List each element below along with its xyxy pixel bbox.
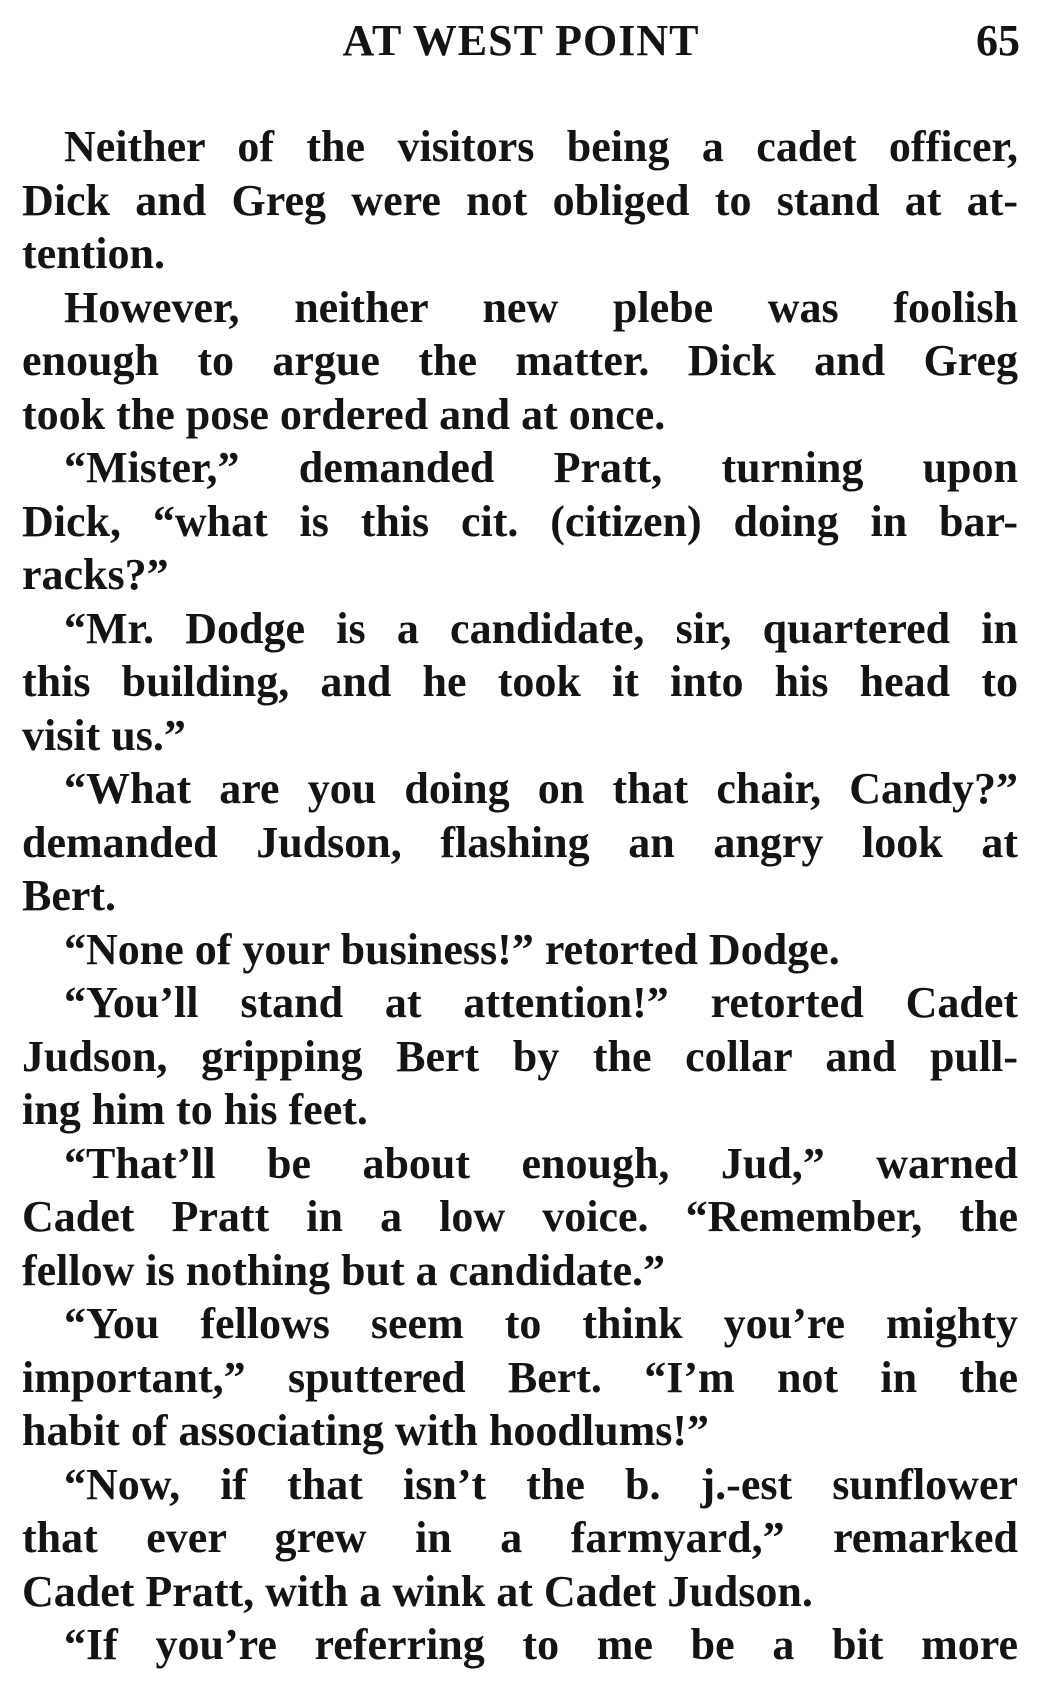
text-line: Dick and Greg were not obliged to stand at at- [22,175,1018,225]
text-line: Cadet Pratt, with a wink at Cadet Judson. [22,1566,813,1616]
text-line: “Now, if that isn’t the b. j.-est sunflower [64,1459,1018,1509]
text-line: “What are you doing on that chair, Candy?” [64,764,1018,813]
text-line: Judson, gripping Bert by the collar and pull- [22,1031,1018,1081]
text-line: Neither of the visitors being a cadet officer, [64,122,1018,171]
text-line: “That’ll be about enough, Jud,” warned [64,1138,1018,1188]
text-line: “Mr. Dodge is a candidate, sir, quartered in [64,603,1018,653]
running-head: AT WEST POINT [342,16,700,65]
text-line: important,” sputtered Bert. “I’m not in the [22,1352,1018,1402]
text-line: this building, and he took it into his head to [22,657,1018,706]
text-line: visit us.” [22,710,186,760]
text-line: “If you’re referring to me be a bit more [64,1620,1018,1669]
text-line: “Mister,” demanded Pratt, turning upon [64,443,1018,492]
page-number: 65 [976,16,1020,65]
body-text [22,120,1018,1672]
text-line: Dick, “what is this cit. (citizen) doing in bar- [22,496,1018,546]
text-line: that ever grew in a farmyard,” remarked [22,1513,1018,1562]
text-line: demanded Judson, flashing an angry look at [22,817,1018,867]
text-line: Bert. [22,871,117,920]
page-header [22,14,1020,74]
text-line: “None of your business!” retorted Dodge. [64,924,840,974]
text-line: tention. [22,229,165,278]
text-line: enough to argue the matter. Dick and Greg [22,336,1018,385]
text-line: ing him to his feet. [22,1085,368,1134]
text-line: Cadet Pratt in a low voice. “Remember, the [22,1192,1018,1241]
text-line: “You fellows seem to think you’re mighty [64,1299,1018,1348]
text-line: fellow is nothing but a candidate.” [22,1245,665,1295]
text-line: habit of associating with hoodlums!” [22,1406,710,1455]
text-line: racks?” [22,550,169,599]
text-line: However, neither new plebe was foolish [64,282,1018,332]
text-line: took the pose ordered and at once. [22,389,666,439]
text-line: “You’ll stand at attention!” retorted Cadet [64,978,1018,1027]
